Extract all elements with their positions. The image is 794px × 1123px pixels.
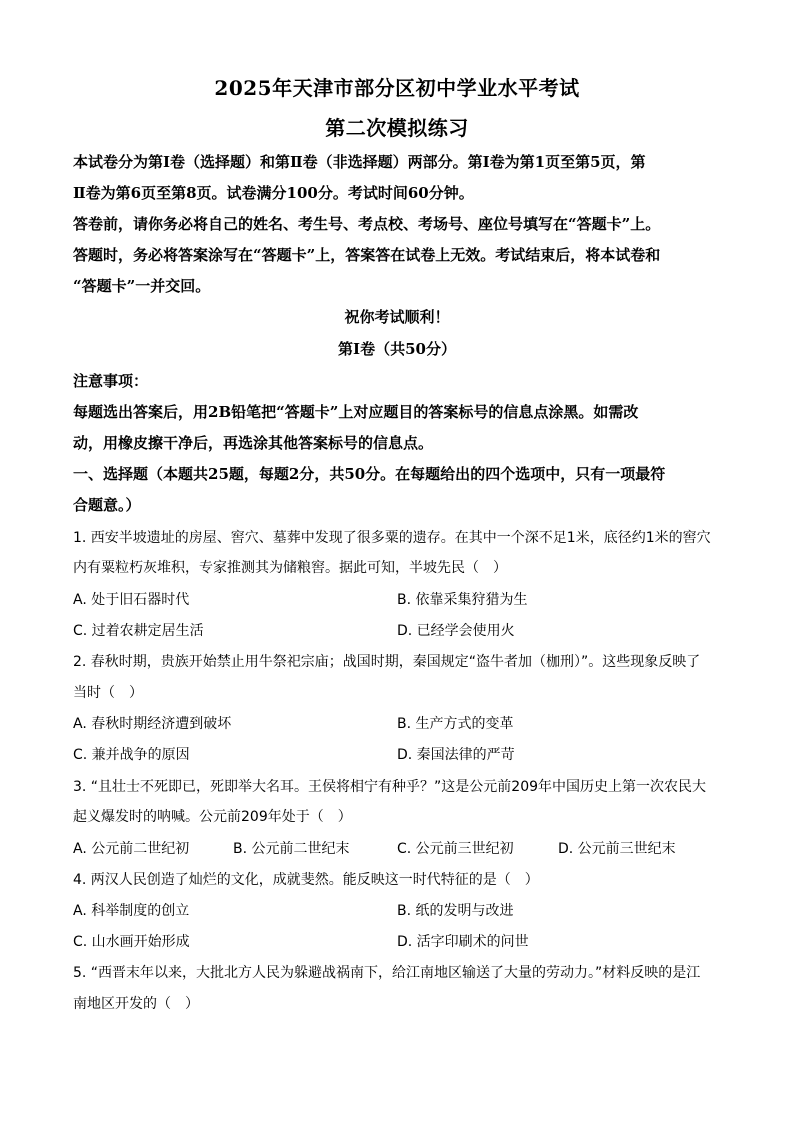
question-1-option-c: C. 过着农耕定居生活 (73, 623, 204, 639)
question-2-option-a: A. 春秋时期经济遭到破坏 (73, 716, 232, 732)
intro-line-2: Ⅱ卷为第6页至第8页。试卷满分100分。考试时间60分钟。 (73, 184, 474, 202)
question-5-stem-cont: 南地区开发的（ ） (73, 996, 199, 1012)
exam-subtitle: 第二次模拟练习 (325, 116, 469, 140)
intro-line-1: 本试卷分为第Ⅰ卷（选择题）和第Ⅱ卷（非选择题）两部分。第Ⅰ卷为第1页至第5页，第 (73, 153, 646, 171)
question-3-option-a: A. 公元前二世纪初 (73, 841, 190, 857)
question-2-stem: 2. 春秋时期，贵族开始禁止用牛祭祀宗庙；战国时期，秦国规定“盗牛者加（枷刑）”。这些现象反映了 (73, 654, 701, 670)
question-1-stem: 1. 西安半坡遗址的房屋、窖穴、墓葬中发现了很多粟的遗存。在其中一个深不足1米，底径约1米的窖穴 (73, 530, 711, 546)
question-1-stem-cont: 内有粟粒朽灰堆积，专家推测其为储粮窖。据此可知，半坡先民（ ） (73, 560, 507, 576)
exam-title: 2025年天津市部分区初中学业水平考试 (214, 76, 580, 100)
good-luck-text: 祝你考试顺利！ (344, 308, 450, 326)
part-one-heading: 一、选择题（本题共25题，每题2分，共50分。在每题给出的四个选项中，只有一项最符 (73, 465, 666, 483)
question-4-option-a: A. 科举制度的创立 (73, 903, 190, 919)
question-4-option-d: D. 活字印刷术的问世 (397, 934, 529, 950)
question-3-option-d: D. 公元前三世纪末 (558, 841, 676, 857)
question-4-option-c: C. 山水画开始形成 (73, 934, 190, 950)
question-5-stem: 5. “西晋末年以来，大批北方人民为躲避战祸南下，给江南地区输送了大量的劳动力。”材料反映的是江 (73, 965, 701, 981)
question-3-stem: 3. “且壮士不死即已，死即举大名耳。王侯将相宁有种乎？”这是公元前209年中国历史上第一次农民大 (73, 779, 707, 795)
question-2-option-d: D. 秦国法律的严苛 (397, 747, 515, 763)
part-one-heading-cont: 合题意。） (73, 496, 141, 514)
question-2-stem-cont: 当时（ ） (73, 685, 143, 701)
question-1-option-d: D. 已经学会使用火 (397, 623, 515, 639)
notice-heading: 注意事项： (73, 372, 149, 390)
question-4-stem: 4. 两汉人民创造了灿烂的文化，成就斐然。能反映这一时代特征的是（ ） (73, 872, 539, 888)
question-3-option-b: B. 公元前二世纪末 (233, 841, 350, 857)
question-4-option-b: B. 纸的发明与改进 (397, 903, 514, 919)
question-1-option-a: A. 处于旧石器时代 (73, 592, 190, 608)
question-3-option-c: C. 公元前三世纪初 (397, 841, 514, 857)
question-2-option-b: B. 生产方式的变革 (397, 716, 514, 732)
intro-line-3: 答卷前，请你务必将自己的姓名、考生号、考点校、考场号、座位号填写在“答题卡”上。 (73, 215, 661, 233)
section-title: 第Ⅰ卷（共50分） (338, 340, 456, 358)
question-3-stem-cont: 起义爆发时的呐喊。公元前209年处于（ ） (73, 809, 352, 825)
intro-line-5: “答题卡”一并交回。 (73, 277, 211, 295)
intro-line-4: 答题时，务必将答案涂写在“答题卡”上，答案答在试卷上无效。考试结束后，将本试卷和 (73, 246, 661, 264)
question-2-option-c: C. 兼并战争的原因 (73, 747, 190, 763)
notice-line-2: 动，用橡皮擦干净后，再选涂其他答案标号的信息点。 (73, 434, 434, 452)
question-1-option-b: B. 依靠采集狩猎为生 (397, 592, 528, 608)
notice-line-1: 每题选出答案后，用2B铅笔把“答题卡”上对应题目的答案标号的信息点涂黑。如需改 (73, 403, 639, 421)
